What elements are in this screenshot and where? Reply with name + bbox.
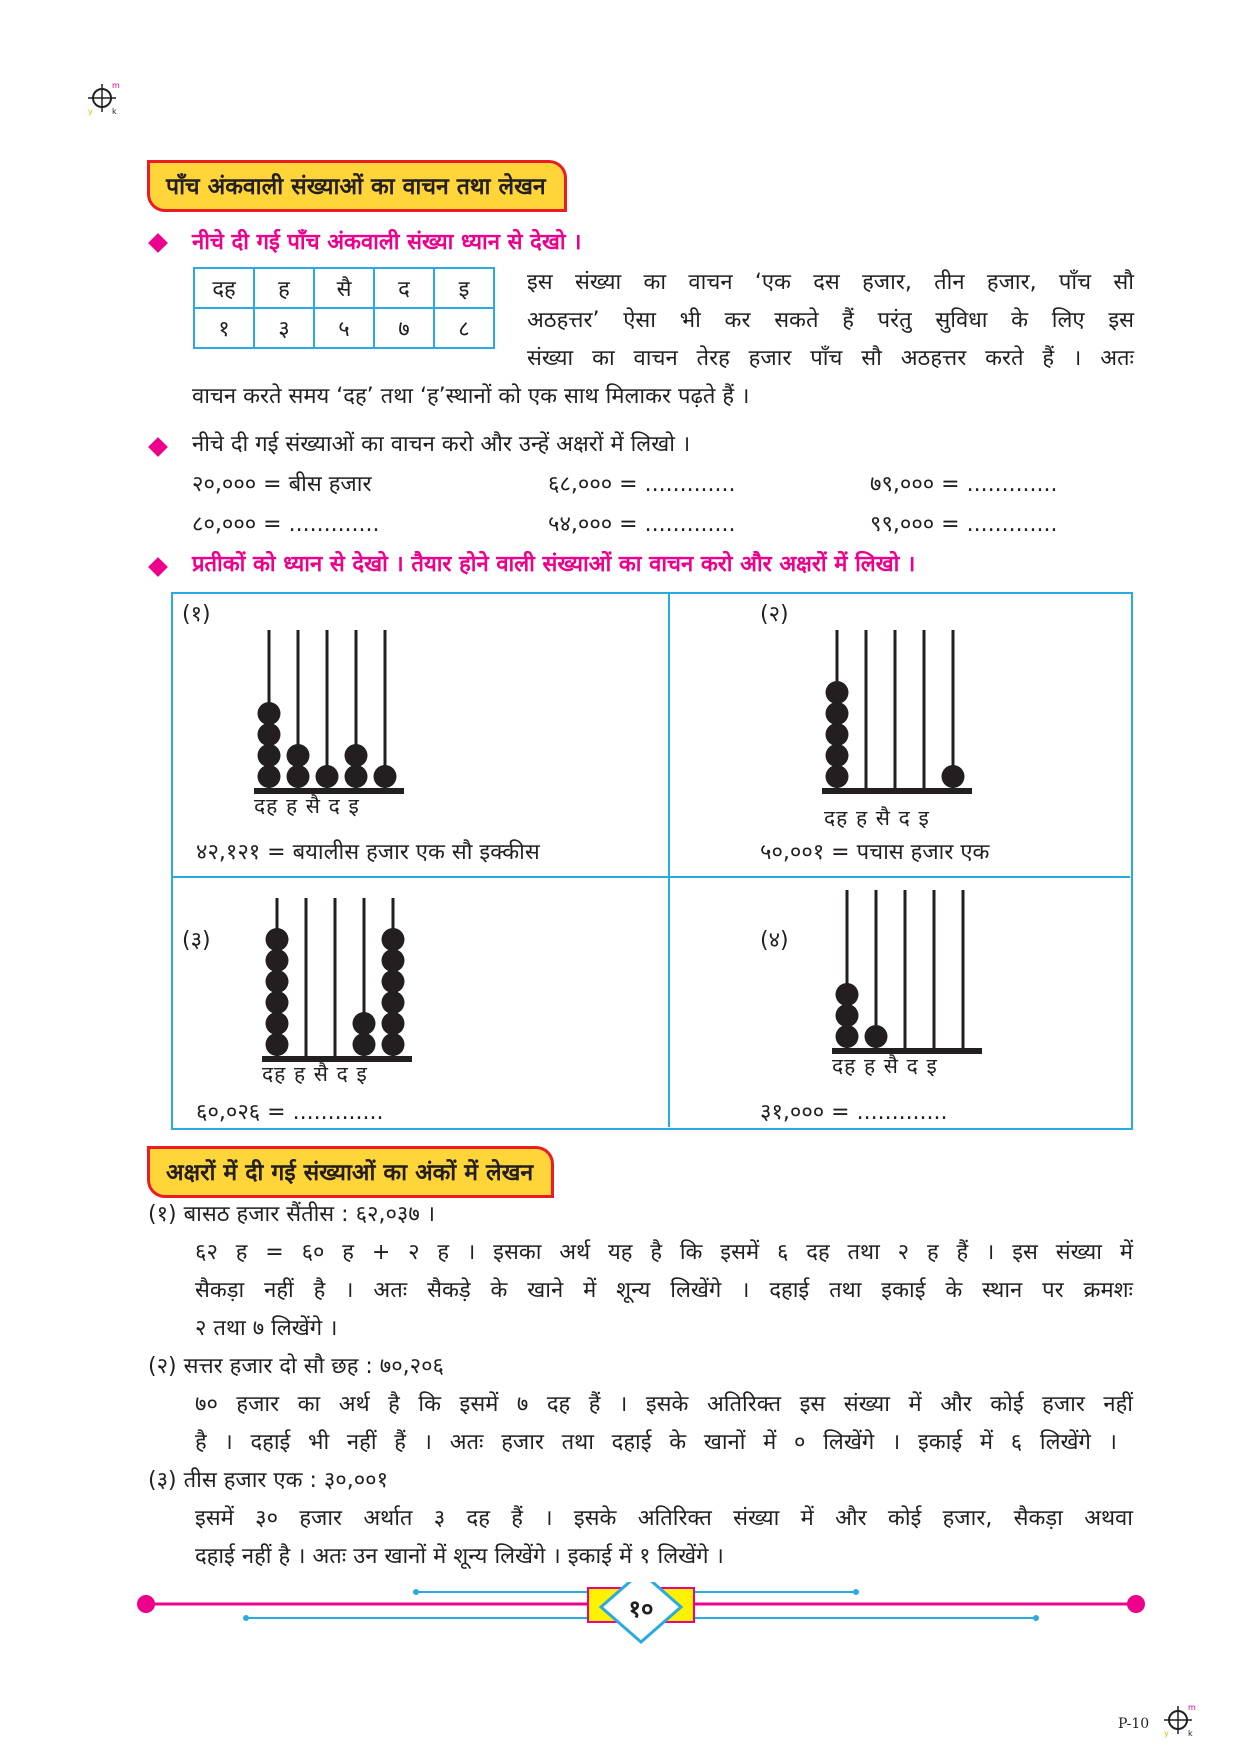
- abacus-bead: [826, 765, 849, 788]
- registration-mark-icon: [84, 80, 124, 116]
- abacus-caption: ३१,००० = .............: [760, 1100, 948, 1125]
- abacus-bead: [266, 1012, 289, 1035]
- paragraph-line: अठहत्तर’ ऐसा भी कर सकते हैं परंतु सुविधा के लिए इस: [527, 308, 1134, 333]
- abacus-bead: [826, 681, 849, 704]
- abacus-bead: [382, 991, 405, 1014]
- abacus-diagram: [254, 622, 404, 792]
- pv-digit: ७: [374, 308, 434, 348]
- item-line: सैकड़ा नहीं है । अतः सैकड़े के खाने में शून्य लिखेंगे । दहाई तथा इकाई के स्थान पर क्रमशः: [195, 1278, 1133, 1303]
- abacus-bead: [826, 702, 849, 725]
- abacus-bead: [826, 744, 849, 767]
- abacus-bead: [258, 765, 281, 788]
- section-heading-reading-writing: पाँच अंकवाली संख्याओं का वाचन तथा लेखन: [147, 160, 567, 212]
- exercise-item: २०,००० = बीस हजार: [192, 472, 372, 497]
- abacus-place-labels: दह ह सै द इ: [824, 806, 930, 830]
- svg-text:y: y: [1164, 1729, 1169, 1738]
- panel-number: (३): [182, 928, 211, 953]
- abacus-bead: [836, 1004, 859, 1027]
- abacus-bead: [266, 970, 289, 993]
- abacus-bead: [942, 765, 965, 788]
- item-line: २ तथा ७ लिखेंगे ।: [195, 1316, 338, 1341]
- paragraph-line: इस संख्या का वाचन ‘एक दस हजार, तीन हजार, पाँच सौ: [527, 270, 1134, 295]
- abacus-bead: [836, 983, 859, 1006]
- abacus-bead: [353, 1033, 376, 1056]
- abacus-place-labels: दह ह सै द इ: [254, 794, 360, 818]
- abacus-bead: [865, 1025, 888, 1048]
- panel-number: (४): [760, 928, 789, 953]
- svg-text:k: k: [1188, 1729, 1193, 1738]
- abacus-bead: [382, 928, 405, 951]
- svg-text:m: m: [1188, 1703, 1196, 1712]
- grid-divider-horizontal: [172, 876, 1130, 878]
- bullet-diamond-icon: [148, 233, 168, 253]
- place-value-table: [193, 267, 495, 349]
- pv-digit: १: [194, 308, 254, 348]
- abacus-bead: [345, 765, 368, 788]
- abacus-bead: [353, 1012, 376, 1035]
- exercise-item: ८०,००० = .............: [192, 512, 380, 537]
- pv-header: ह: [254, 268, 314, 308]
- abacus-place-labels: दह ह सै द इ: [262, 1062, 368, 1086]
- abacus-caption: ४२,१२१ = बयालीस हजार एक सौ इक्कीस: [196, 840, 540, 865]
- abacus-bead: [345, 744, 368, 767]
- instruction-3: प्रतीकों को ध्यान से देखो । तैयार होने वाली संख्याओं का वाचन करो और अक्षरों में लिखो ।: [192, 552, 916, 577]
- abacus-bead: [258, 744, 281, 767]
- item-line: है । दहाई भी नहीं हैं । अतः हजार तथा दहाई के खानों में ० लिखेंगे । इकाई में ६ लिखेंगे ।: [195, 1430, 1117, 1455]
- paragraph-line: संख्या का वाचन तेरह हजार पाँच सौ अठहत्तर करते हैं । अतः: [527, 346, 1134, 371]
- item-title: (३) तीस हजार एक : ३०,००१: [148, 1468, 389, 1493]
- abacus-diagram: [262, 890, 412, 1060]
- bullet-diamond-icon: [148, 437, 168, 457]
- exercise-item: ९९,००० = .............: [870, 512, 1058, 537]
- item-title: (२) सत्तर हजार दो सौ छह : ७०,२०६: [148, 1354, 444, 1379]
- svg-text:k: k: [112, 107, 117, 116]
- abacus-bead: [826, 723, 849, 746]
- abacus-bead: [266, 949, 289, 972]
- item-line: इसमें ३० हजार अर्थात ३ दह हैं । इसके अतिरिक्त संख्या में और कोई हजार, सैकड़ा अथवा: [195, 1506, 1133, 1531]
- abacus-bead: [382, 1012, 405, 1035]
- abacus-caption: ६०,०२६ = .............: [196, 1100, 384, 1125]
- paragraph-line: वाचन करते समय ‘दह’ तथा ‘ह’स्थानों को एक साथ मिलाकर पढ़ते हैं ।: [192, 384, 750, 409]
- pv-digit: ५: [314, 308, 374, 348]
- item-line: दहाई नहीं है । अतः उन खानों में शून्य लिखेंगे । इकाई में १ लिखेंगे ।: [195, 1544, 724, 1569]
- abacus-bead: [287, 765, 310, 788]
- pv-header: सै: [314, 268, 374, 308]
- pv-header: दह: [194, 268, 254, 308]
- abacus-diagram: [822, 622, 972, 792]
- page-number: १०: [628, 1595, 654, 1623]
- abacus-bead: [258, 723, 281, 746]
- abacus-bead: [374, 765, 397, 788]
- panel-number: (१): [182, 602, 211, 627]
- svg-text:m: m: [112, 81, 120, 90]
- place-value-header-row: [194, 268, 494, 308]
- page-code: P-10: [1118, 1716, 1150, 1732]
- abacus-bead: [382, 1033, 405, 1056]
- abacus-bead: [836, 1025, 859, 1048]
- abacus-bead: [266, 991, 289, 1014]
- exercise-item: ६८,००० = .............: [548, 472, 736, 497]
- abacus-bead: [266, 928, 289, 951]
- place-value-digit-row: [194, 308, 494, 348]
- abacus-bead: [382, 970, 405, 993]
- pv-digit: ३: [254, 308, 314, 348]
- abacus-bead: [382, 949, 405, 972]
- bullet-diamond-icon: [148, 557, 168, 577]
- exercise-item: ७९,००० = .............: [870, 472, 1058, 497]
- instruction-1: नीचे दी गई पाँच अंकवाली संख्या ध्यान से देखो ।: [192, 230, 582, 255]
- abacus-place-labels: दह ह सै द इ: [832, 1054, 938, 1078]
- abacus-diagram: [832, 882, 982, 1052]
- abacus-base: [822, 788, 972, 794]
- panel-number: (२): [760, 602, 789, 627]
- item-title: (१) बासठ हजार सैंतीस : ६२,०३७ ।: [148, 1202, 436, 1227]
- pv-header: द: [374, 268, 434, 308]
- section-heading-words-to-numbers: अक्षरों में दी गई संख्याओं का अंकों में लेखन: [147, 1146, 554, 1198]
- abacus-bead: [258, 702, 281, 725]
- exercise-item: ५४,००० = .............: [548, 512, 736, 537]
- pv-digit: ८: [434, 308, 494, 348]
- abacus-caption: ५०,००१ = पचास हजार एक: [760, 840, 990, 865]
- abacus-bead: [266, 1033, 289, 1056]
- item-line: ६२ ह = ६० ह + २ ह । इसका अर्थ यह है कि इसमें ६ दह तथा २ ह हैं । इस संख्या में: [195, 1240, 1133, 1265]
- instruction-2: नीचे दी गई संख्याओं का वाचन करो और उन्हें अक्षरों में लिखो ।: [192, 432, 691, 457]
- abacus-bead: [287, 744, 310, 767]
- registration-mark-icon: [1160, 1702, 1200, 1738]
- grid-divider-vertical: [668, 593, 670, 1127]
- item-line: ७० हजार का अर्थ है कि इसमें ७ दह हैं । इसके अतिरिक्त इस संख्या में और कोई हजार नहीं: [195, 1392, 1133, 1417]
- abacus-bead: [316, 765, 339, 788]
- pv-header: इ: [434, 268, 494, 308]
- svg-text:y: y: [88, 107, 93, 116]
